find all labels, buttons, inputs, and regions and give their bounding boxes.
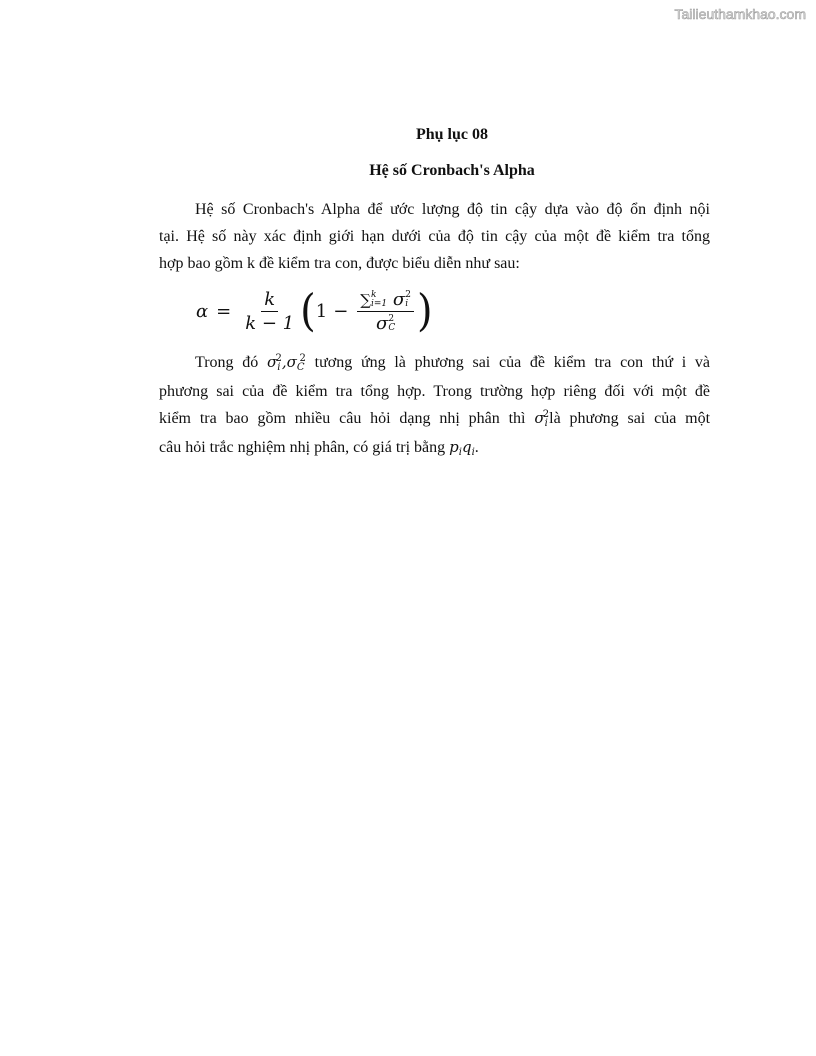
formula-alpha: α [196,300,209,322]
text-fragment: kiểm tra bao gồm nhiều câu hỏi dạng nhị phân thì [159,410,526,427]
text-fragment: câu hỏi trắc nghiệm nhị phân, có giá trị bằng [159,439,446,456]
paragraph-line: tại. Hệ số này xác định giới hạn dưới của độ tin cậy của một đề kiểm tra tổng [159,228,710,245]
paragraph-line: Hệ số Cronbach's Alpha để ước lượng độ tin cậy dựa vào độ ổn định nội [195,201,710,218]
formula-sum-upper: k [371,289,377,300]
formula-one: 1 [315,300,328,322]
text-fragment: Trong đó [195,354,259,371]
formula-sigma: σ [376,312,389,334]
formula-sup-2: 2 [405,289,411,300]
formula-numerator-k: k [261,289,278,312]
formula-right-paren: ) [416,285,433,337]
paragraph-line [159,405,710,434]
formula-sigma: σ [392,288,406,310]
text-fragment: là phương sai của một [549,410,711,427]
paragraph-line [159,349,710,378]
inline-math-sigma-i: $\sigma_i^2$ [534,409,550,429]
paragraph-line: phương sai của đề kiểm tra tổng hợp. Trong trường hợp riêng đối với một đề [159,383,710,400]
inline-math-pq: $p_iq_i$ [449,438,475,458]
formula-sum-sign: ∑ [360,290,372,309]
formula-sigma-c [373,312,398,334]
formula-sub-c: C [388,322,396,333]
text-fragment: tương ứng là phương sai của đề kiểm tra con thứ i và [314,354,711,371]
formula-sub-i: i [405,298,409,309]
formula-sum-numerator [357,289,414,312]
paragraph-intro [159,196,710,277]
paragraph-line: hợp bao gồm k đề kiểm tra con, được biểu diễn như sau: [159,255,520,272]
formula-sup-2: 2 [388,313,395,324]
appendix-title: Phụ lục 08 [415,126,488,143]
paragraph-explanation [159,349,710,463]
formula-minus: − [333,300,349,322]
formula-sum-lower: i=1 [371,298,388,309]
formula-left-paren: ( [300,285,316,337]
watermark: Tailieuthamkhao.com [674,6,806,22]
formula-denominator-k-minus-1: k − 1 [245,312,295,334]
inline-math-comma: , [281,353,287,371]
inline-math-sigma-i: $\sigma_i^2$ [267,353,282,373]
paragraph-line [159,434,710,463]
section-title: Hệ số Cronbach's Alpha [369,162,535,179]
cronbach-alpha-formula [196,283,433,339]
text-fragment: . [474,439,479,456]
inline-math-sigma-c: $\sigma_C^2$ [286,353,306,373]
formula-fraction-variance [357,289,414,334]
formula-equals: = [216,300,232,322]
formula-fraction-k [242,289,297,334]
